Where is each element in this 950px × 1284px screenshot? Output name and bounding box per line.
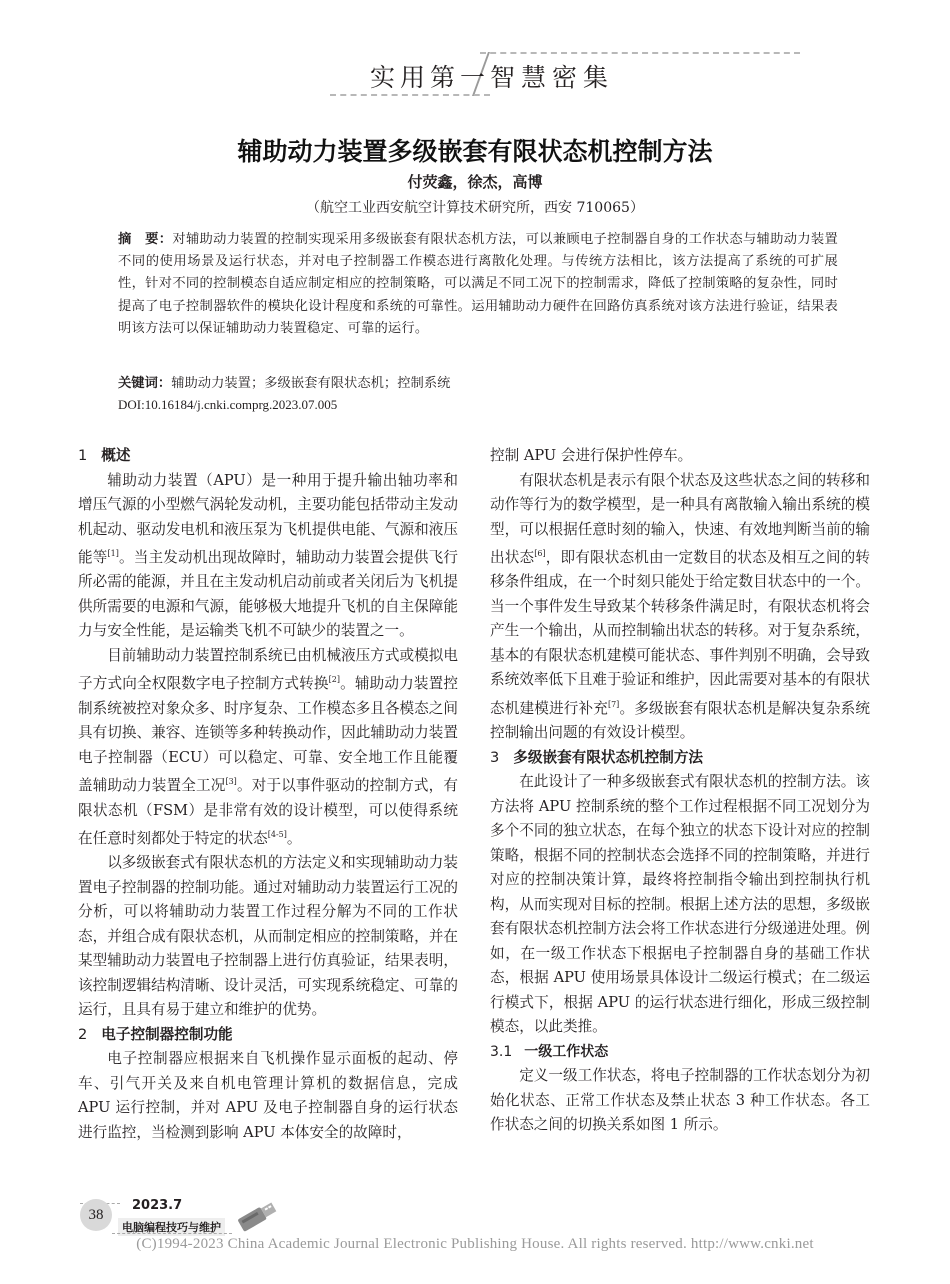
keywords-text: 辅助动力装置；多级嵌套有限状态机；控制系统: [171, 376, 451, 391]
section-heading-3: [490, 746, 870, 771]
citation: [3]: [225, 777, 237, 787]
subsection-heading-3-1: [490, 1040, 870, 1065]
section-number: 3: [490, 748, 500, 766]
section-title: 多级嵌套有限状态机控制方法: [513, 748, 704, 766]
copyright-notice: (C)1994-2023 China Academic Journal Electronic Publishing House. All rights reserved. http://www.cnki.net: [136, 1236, 814, 1252]
footer-line: [112, 1233, 232, 1234]
section-banner: [330, 48, 630, 98]
banner-right-text: 智慧密集: [490, 63, 615, 92]
subsection-number: 3.1: [490, 1043, 513, 1060]
paragraph: 目前辅助动力装置控制系统已由机械液压方式或模拟电子方式向全权限数字电子控制方式转换[2]。辅助动力装置控制系统被控对象众多、时序复杂、工作模态多且各模态之间具有切换、兼容、连锁等多种转换动作，因此辅助动力装置电子控制器（ECU）可以稳定、可靠、安全地工作且能覆盖辅助动力装置全工况[3]。对于以事件驱动的控制方式，有限状态机（FSM）是非常有效的设计模型，可以使得系统在任意时刻都处于特定的状态[4-5]。: [78, 646, 458, 847]
right-column: [490, 444, 870, 1138]
citation: [4-5]: [267, 830, 287, 840]
citation: [7]: [607, 699, 620, 709]
article-title: 辅助动力装置多级嵌套有限状态机控制方法: [237, 137, 713, 166]
paragraph: 以多级嵌套式有限状态机的方法定义和实现辅助动力装置电子控制器的控制功能。通过对辅助动力装置运行工况的分析，可以将辅助动力装置工作过程分解为不同的工作状态，并组合成有限状态机，从而制定相应的控制策略，并在某型辅助动力装置电子控制器上进行仿真验证，结果表明，该控制逻辑结构清晰、设计灵活，可实现系统稳定、可靠的运行，且具有易于建立和维护的优势。: [78, 854, 458, 1019]
citation: [2]: [328, 675, 341, 685]
keywords: [118, 372, 838, 391]
banner-dash-bottom: [330, 94, 490, 96]
paragraph: 电子控制器应根据来自飞机操作显示面板的起动、停车、引气开关及来自机电管理计算机的数据信息，完成 APU 运行控制，并对 APU 及电子控制器自身的运行状态进行监控，当检测到影响 APU 本体安全的故障时，: [78, 1050, 458, 1141]
abstract-label: 摘 要：: [118, 232, 173, 247]
abstract-text: 对辅助动力装置的控制实现采用多级嵌套有限状态机方法，可以兼顾电子控制器自身的工作状态与辅助动力装置不同的使用场景及运行状态，并对电子控制器工作模态进行离散化处理。与传统方法相比，该方法提高了系统的可扩展性，针对不同的控制模态自适应制定相应的控制策略，可以满足不同工况下的控制需求，降低了控制策略的复杂性，同时提高了电子控制器软件的模块化设计程度和系统的可靠性。运用辅助动力硬件在回路仿真系统对该方法进行验证，结果表明该方法可以保证辅助动力装置稳定、可靠的运行。: [118, 232, 838, 336]
paragraph: 定义一级工作状态，将电子控制器的工作状态划分为初始化状态、正常工作状态及禁止状态 3 种工作状态。各工作状态之间的切换关系如图 1 所示。: [490, 1067, 870, 1134]
paragraph: 在此设计了一种多级嵌套式有限状态机的控制方法。该方法将 APU 控制系统的整个工作过程根据不同工况划分为多个不同的独立状态，在每个独立的状态下设计对应的控制策略，根据不同的控制状态会选择不同的控制策略，并进行对应的控制决策计算，最终将控制指令输出到控制执行机构，从而实现对目标的控制。根据上述方法的思想，多级嵌套有限状态机控制方法会将工作状态进行分级递进处理。例如，在一级工作状态下根据电子控制器自身的基础工作状态，根据 APU 使用场景具体设计二级运行模式；在二级运行模式下，根据 APU 的运行状态进行细化，形成三级控制模态，以此类推。: [490, 773, 870, 1036]
paragraph: 有限状态机是表示有限个状态及这些状态之间的转移和动作等行为的数学模型，是一种具有离散输入输出系统的模型，可以根据任意时刻的输入，快速、有效地判断当前的输出状态[6]，即有限状态机由一定数目的状态及相互之间的转移条件组成，在一个时刻只能处于给定数目状态中的一个。当一个事件发生导致某个转移条件满足时，有限状态机将会产生一个输出，从而控制输出状态的转移。对于复杂系统，基本的有限状态机建模可能状态、事件判别不明确，会导致系统效率低下且难于验证和维护，因此需要对基本的有限状态机建模进行补充[7]。多级嵌套有限状态机是解决复杂系统控制输出问题的有效设计模型。: [490, 471, 870, 742]
paragraph: 辅助动力装置（APU）是一种用于提升输出轴功率和增压气源的小型燃气涡轮发动机，主要功能包括带动主发动机起动、驱动发电机和液压泵为飞机提供电能、气源和液压能等[1]。当主发动机出现故障时，辅助动力装置会提供飞行所必需的能源，并且在主发动机启动前或者关闭后为飞机提供所需要的电源和气源，能够极大地提升飞机的自主保障能力与安全性能，是运输类飞机不可缺少的装置之一。: [78, 471, 458, 640]
subsection-title: 一级工作状态: [524, 1043, 609, 1060]
paragraph: 控制 APU 会进行保护性停车。: [490, 447, 693, 464]
banner-dash-top: [480, 52, 800, 54]
article-affiliation: （航空工业西安航空计算技术研究所，西安 710065）: [306, 200, 644, 216]
issue-date: 2023.7: [132, 1198, 183, 1213]
citation: [1]: [107, 549, 119, 558]
left-column: [78, 444, 458, 1145]
usb-drive-icon: [232, 1196, 280, 1236]
section-heading-1: [78, 444, 458, 469]
section-number: 2: [78, 1025, 88, 1043]
banner-left-text: 实用第一: [370, 63, 491, 92]
doi: DOI:10.16184/j.cnki.comprg.2023.07.005: [118, 397, 338, 412]
journal-name: 电脑编程技巧与维护: [118, 1218, 225, 1236]
citation: [6]: [534, 549, 546, 558]
page-number: 38: [80, 1199, 112, 1231]
section-heading-2: [78, 1023, 458, 1048]
section-title: 电子控制器控制功能: [101, 1025, 233, 1043]
section-title: 概述: [101, 447, 131, 464]
section-number: 1: [78, 447, 88, 464]
keywords-label: 关键词：: [118, 376, 172, 391]
abstract: [118, 229, 838, 340]
article-authors: 付荧鑫，徐杰，高博: [407, 173, 543, 191]
